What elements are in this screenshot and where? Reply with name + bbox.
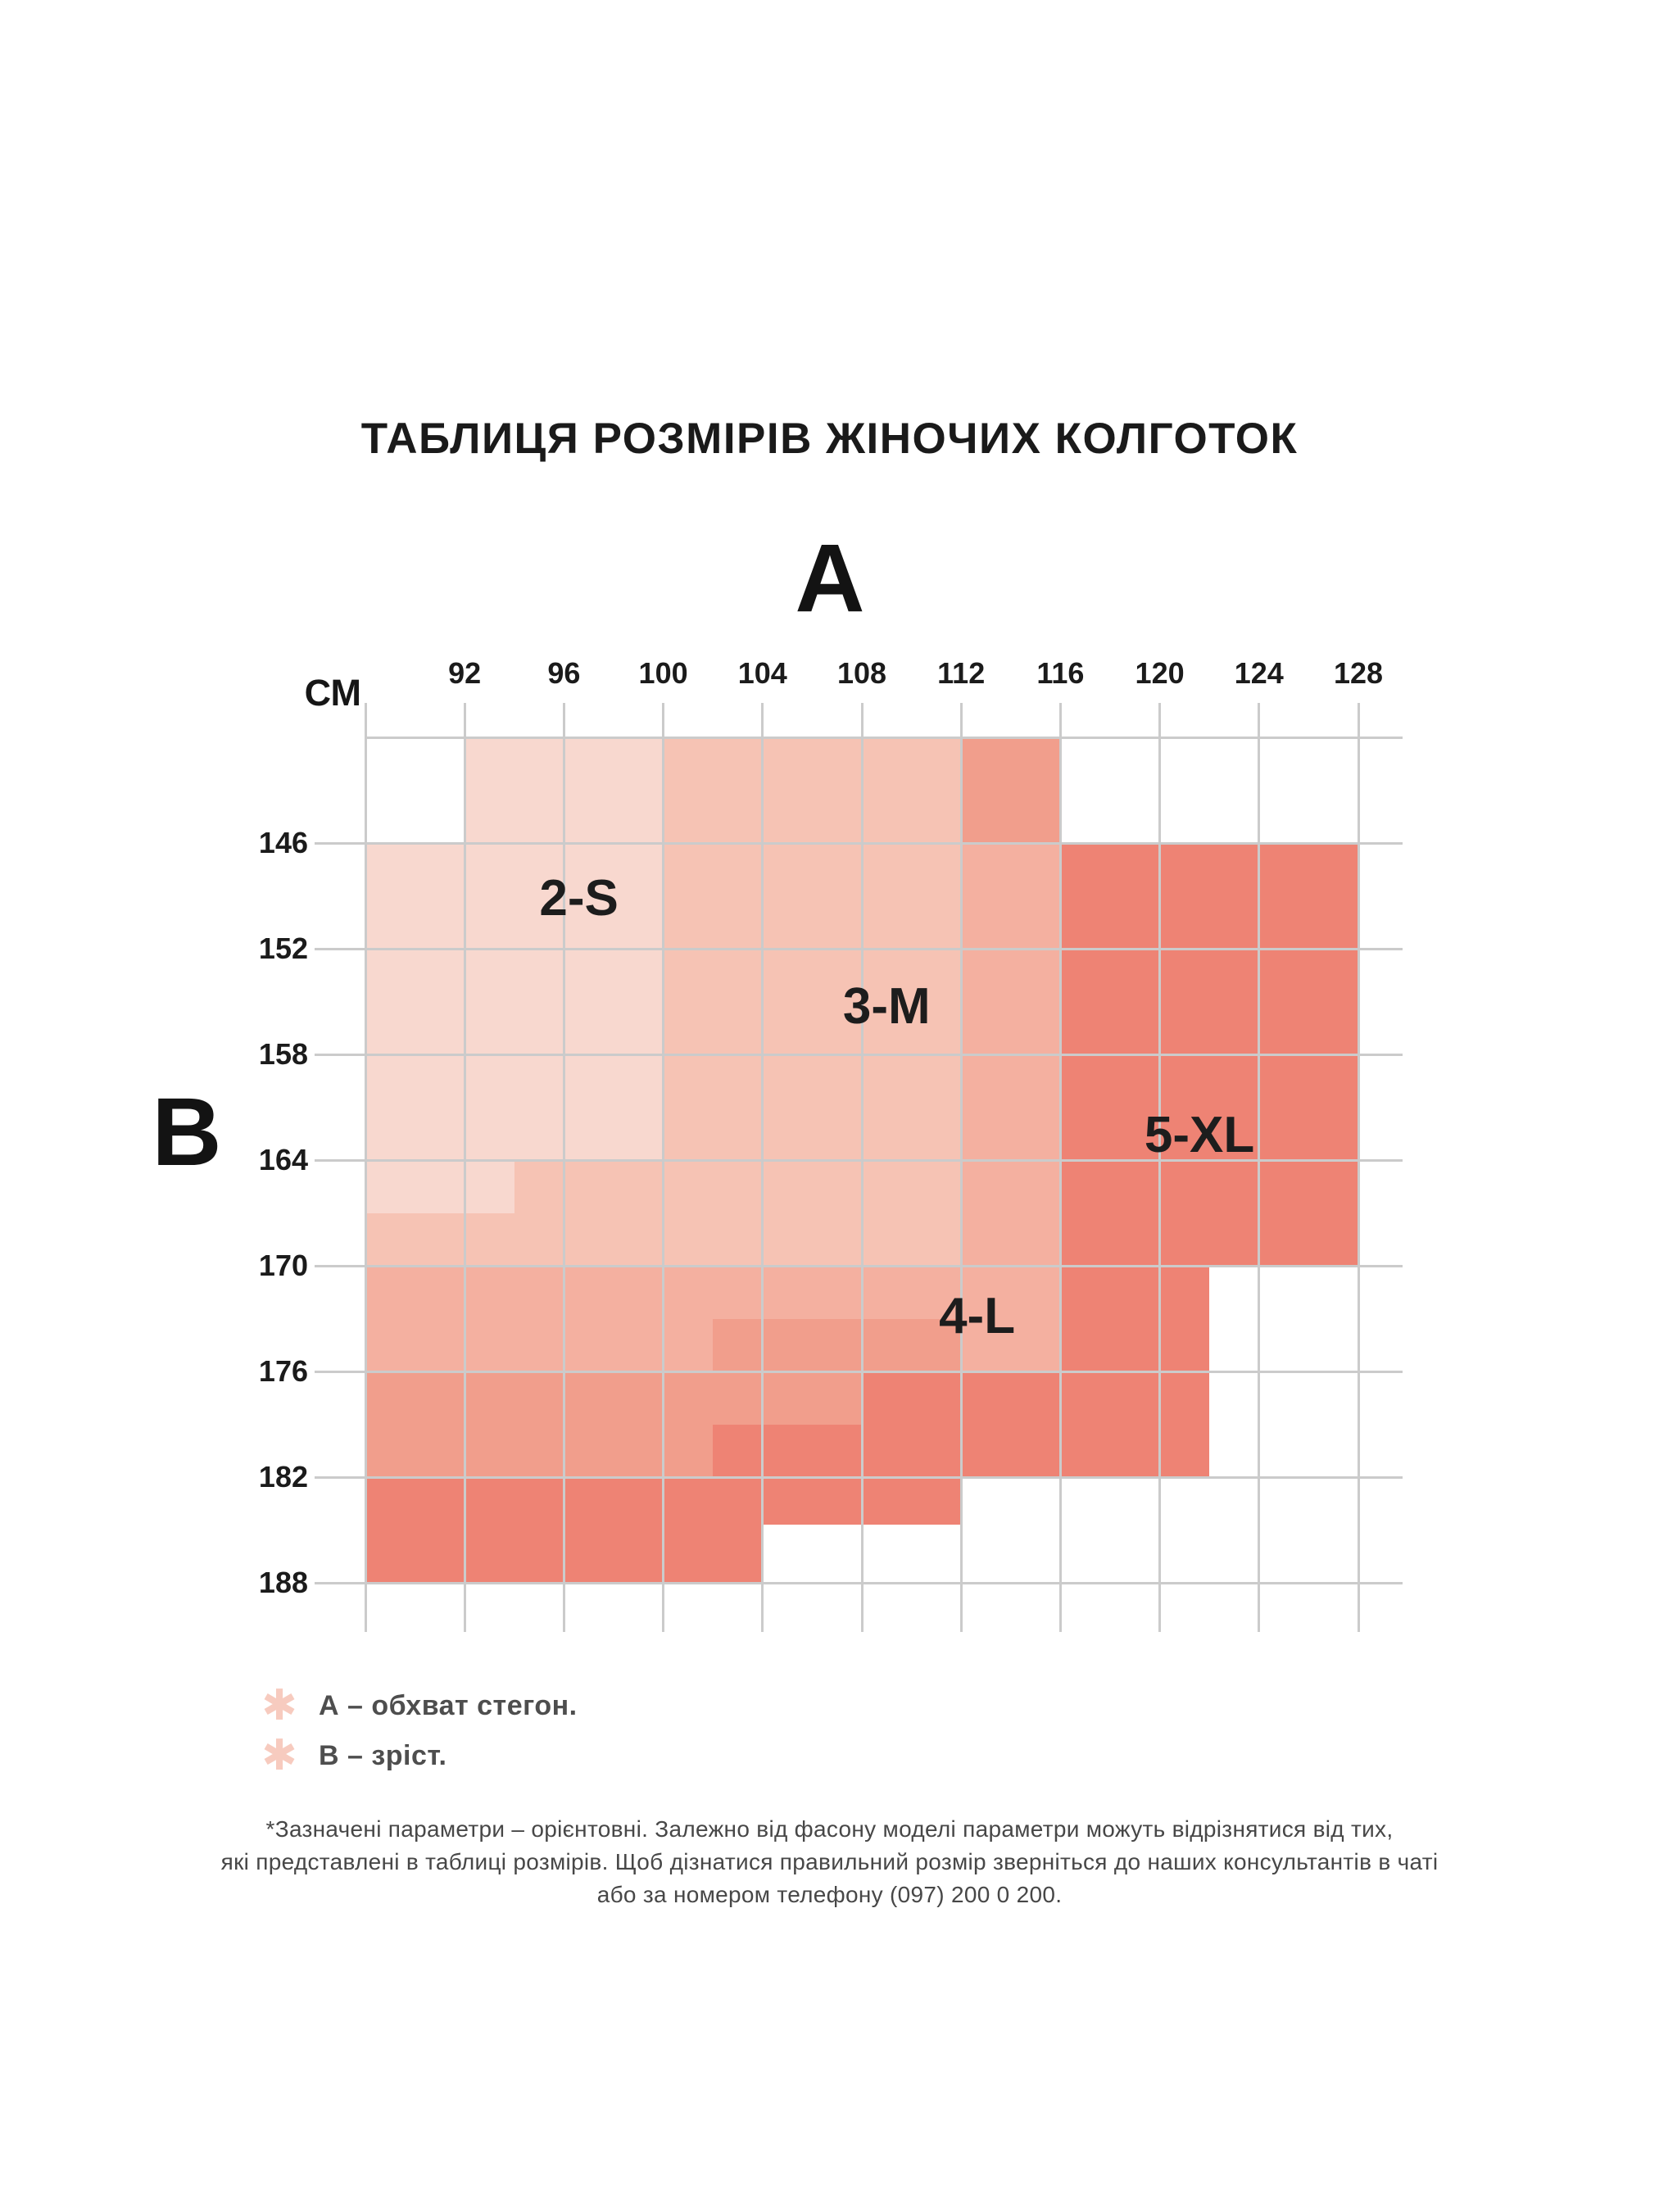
grid-line-horizontal bbox=[315, 1476, 1403, 1479]
grid-line-horizontal bbox=[365, 737, 1403, 739]
footnote bbox=[0, 1813, 1659, 1911]
size-label: 2-S bbox=[539, 870, 619, 927]
size-region bbox=[1060, 1266, 1209, 1371]
legend-item-a bbox=[259, 1683, 578, 1729]
x-tick: 100 bbox=[638, 656, 688, 690]
x-tick: 112 bbox=[937, 656, 986, 690]
y-tick: 158 bbox=[258, 1037, 308, 1071]
legend-item-label: А – обхват стегон. bbox=[319, 1689, 578, 1721]
x-tick: 128 bbox=[1333, 656, 1384, 690]
size-region bbox=[961, 737, 1060, 843]
grid-line-horizontal bbox=[315, 1265, 1403, 1267]
y-tick: 152 bbox=[258, 931, 308, 965]
asterisk-icon: ✱ bbox=[261, 1682, 297, 1729]
page-title: ТАБЛИЦЯ РОЗМІРІВ ЖІНОЧИХ КОЛГОТОК bbox=[360, 415, 1299, 463]
size-region bbox=[365, 1371, 713, 1477]
size-region bbox=[365, 1160, 514, 1213]
y-tick: 164 bbox=[258, 1143, 308, 1176]
x-tick: 108 bbox=[836, 656, 887, 690]
legend-item-label: В – зріст. bbox=[319, 1739, 447, 1771]
grid-line-horizontal bbox=[315, 842, 1403, 845]
size-region bbox=[713, 1425, 862, 1478]
x-tick: 120 bbox=[1135, 656, 1185, 690]
size-label: 4-L bbox=[939, 1287, 1016, 1344]
axis-a-label: А bbox=[795, 524, 865, 632]
grid-line-horizontal bbox=[315, 1582, 1403, 1584]
size-region bbox=[365, 1266, 713, 1371]
size-region bbox=[713, 1266, 961, 1319]
size-region bbox=[365, 843, 465, 1160]
axis-unit-label: СМ bbox=[304, 672, 361, 714]
legend-item-b bbox=[259, 1733, 578, 1779]
y-tick: 182 bbox=[258, 1460, 308, 1494]
footnote-line: *Зазначені параметри – орієнтовні. Залежно від фасону моделі параметри можуть відрізнятися від тих, bbox=[265, 1816, 1394, 1842]
size-label: 3-M bbox=[842, 977, 931, 1035]
footnote-line: які представлені в таблиці розмірів. Щоб дізнатися правильний розмір зверніться до наших консультантів в чаті bbox=[220, 1849, 1439, 1874]
size-region bbox=[514, 1160, 961, 1213]
y-tick: 170 bbox=[258, 1249, 308, 1282]
x-tick: 104 bbox=[737, 656, 787, 690]
grid-line-horizontal bbox=[315, 948, 1403, 950]
y-tick: 188 bbox=[258, 1566, 308, 1599]
grid-line-horizontal bbox=[315, 1371, 1403, 1373]
size-region bbox=[862, 1371, 1209, 1477]
y-tick: 146 bbox=[258, 826, 308, 859]
size-label: 5-XL bbox=[1144, 1107, 1255, 1164]
x-tick: 116 bbox=[1036, 656, 1085, 690]
asterisk-icon: ✱ bbox=[261, 1732, 297, 1779]
axis-b-label: В bbox=[152, 1078, 222, 1186]
y-tick: 176 bbox=[258, 1354, 308, 1388]
footnote-line: або за номером телефону (097) 200 0 200. bbox=[596, 1882, 1063, 1907]
legend bbox=[259, 1683, 578, 1779]
x-tick: 96 bbox=[547, 656, 581, 690]
x-tick: 124 bbox=[1234, 656, 1284, 690]
x-tick: 92 bbox=[448, 656, 482, 690]
grid-line-horizontal bbox=[315, 1054, 1403, 1056]
